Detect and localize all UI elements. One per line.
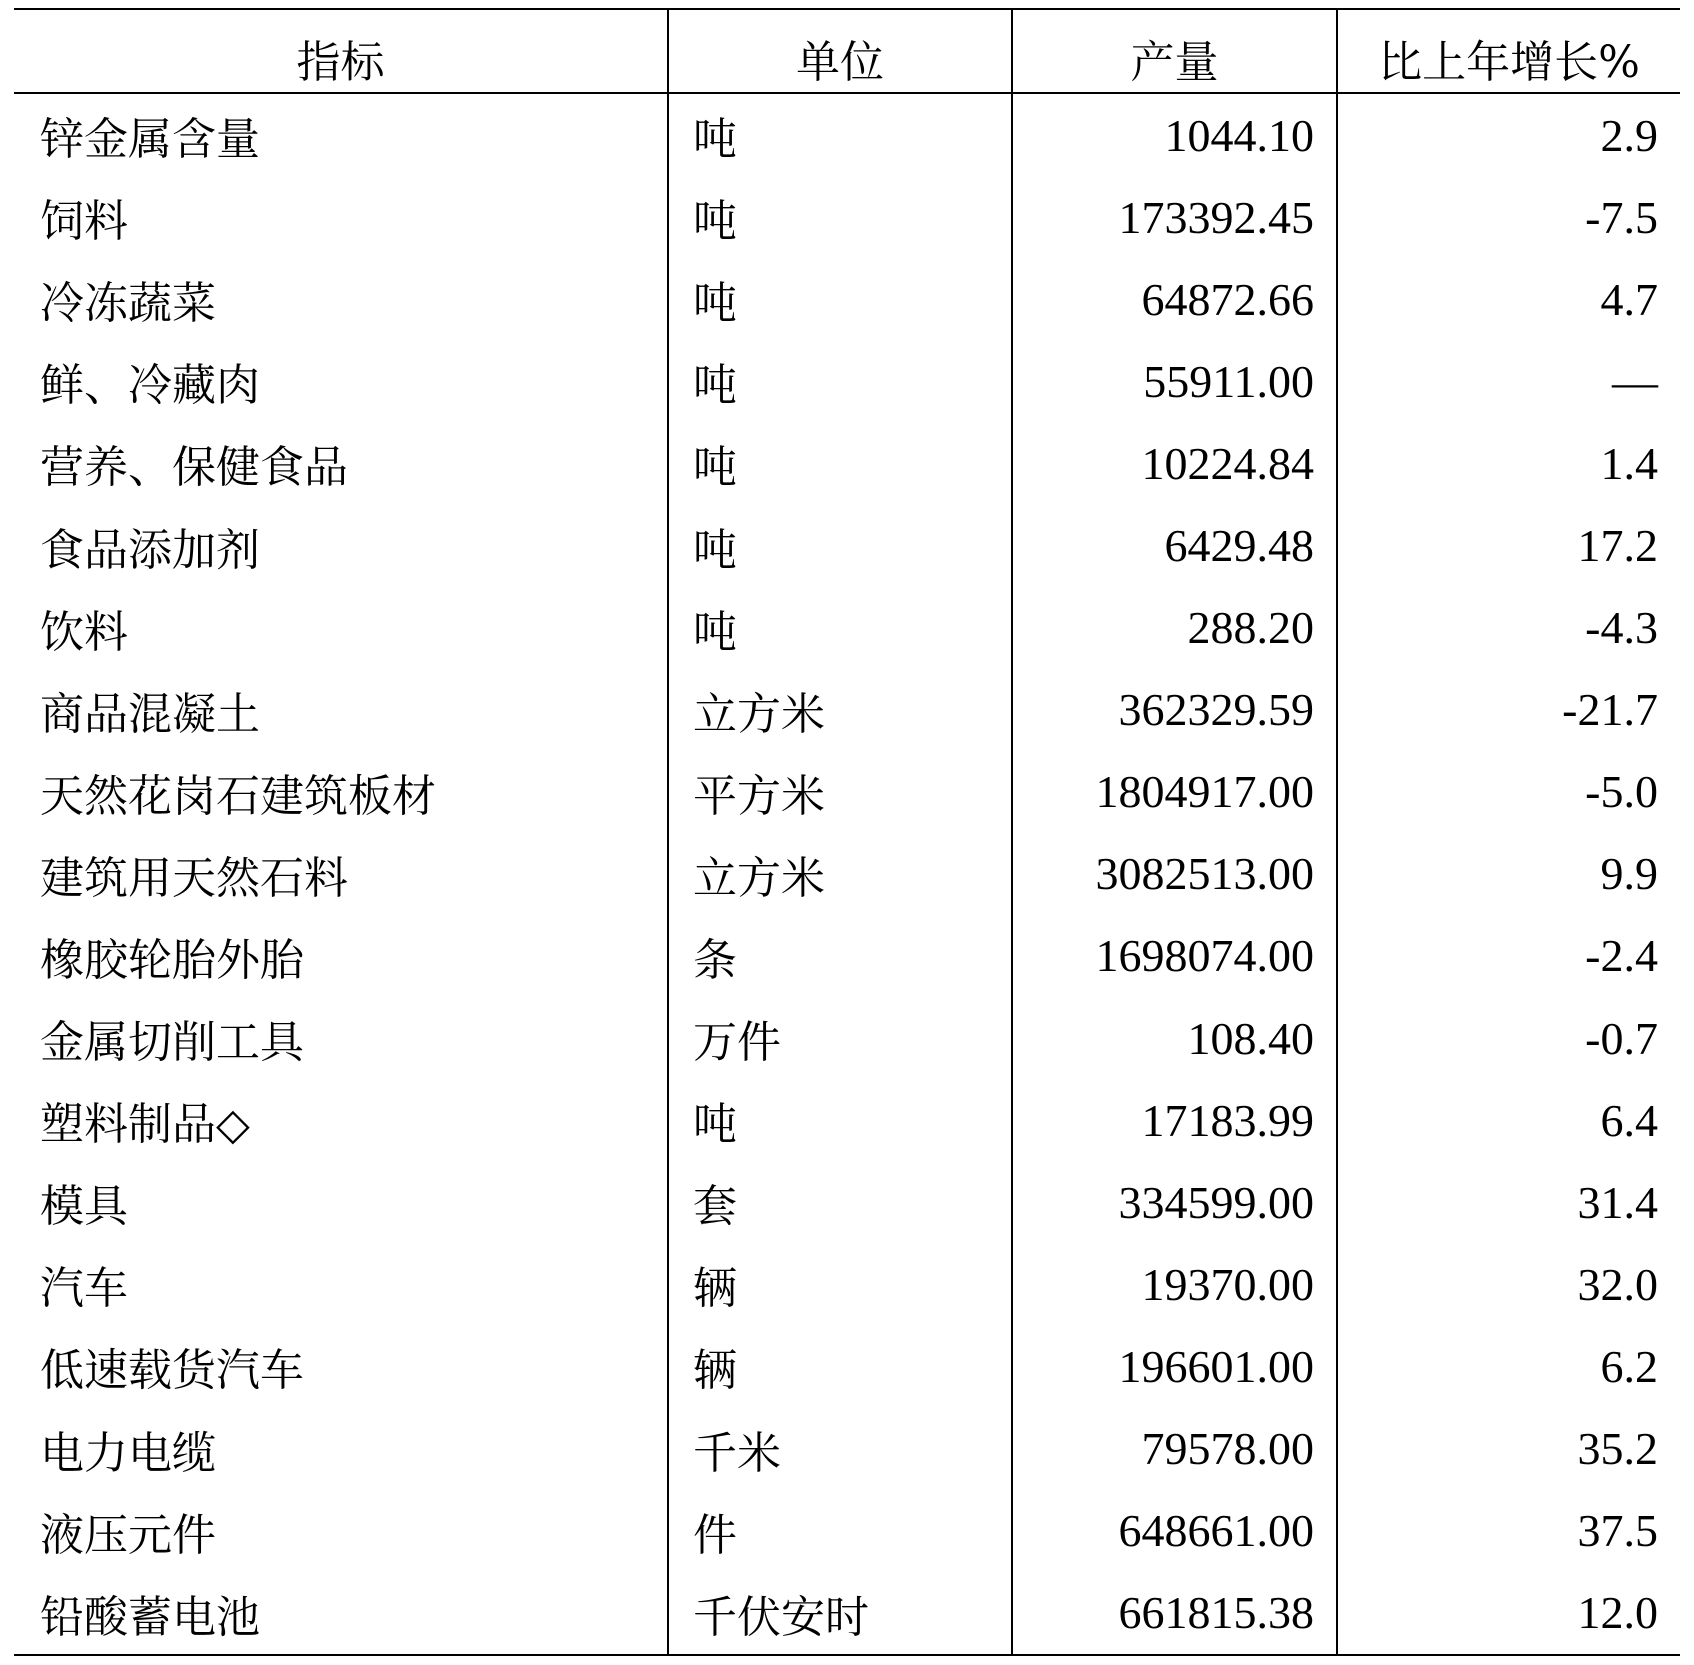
- table-row: [14, 1572, 1680, 1655]
- header-unit: 单位: [668, 9, 1012, 93]
- cell-unit: 吨: [668, 504, 1012, 586]
- cell-unit: 套: [668, 1161, 1012, 1243]
- table-body: [14, 93, 1680, 1655]
- cell-indicator: 低速载货汽车: [40, 1345, 304, 1397]
- table-row: [14, 1325, 1680, 1407]
- cell-growth: -21.7: [1337, 669, 1680, 751]
- table-row: [14, 1161, 1680, 1243]
- cell-indicator: 鲜、冷藏肉: [40, 360, 260, 412]
- cell-output: 1804917.00: [1012, 751, 1337, 833]
- cell-indicator: 冷冻蔬菜: [40, 278, 216, 330]
- table-row: [14, 258, 1680, 340]
- cell-unit: 吨: [668, 258, 1012, 340]
- cell-output: 17183.99: [1012, 1079, 1337, 1161]
- cell-growth: -5.0: [1337, 751, 1680, 833]
- cell-growth: —: [1337, 340, 1680, 422]
- cell-unit: 吨: [668, 422, 1012, 504]
- cell-output: 648661.00: [1012, 1490, 1337, 1572]
- table-row: [14, 340, 1680, 422]
- cell-unit: 立方米: [668, 833, 1012, 915]
- cell-growth: -4.3: [1337, 587, 1680, 669]
- header-growth: 比上年增长%: [1337, 9, 1680, 93]
- cell-output: 10224.84: [1012, 422, 1337, 504]
- table-row: [14, 1079, 1680, 1161]
- cell-growth: 35.2: [1337, 1408, 1680, 1490]
- cell-growth: 17.2: [1337, 504, 1680, 586]
- cell-growth: 12.0: [1337, 1572, 1680, 1655]
- cell-growth: 1.4: [1337, 422, 1680, 504]
- cell-output: 196601.00: [1012, 1325, 1337, 1407]
- cell-indicator: 汽车: [40, 1263, 128, 1315]
- cell-unit: 千伏安时: [668, 1572, 1012, 1655]
- cell-indicator: 电力电缆: [40, 1427, 216, 1479]
- cell-output: 661815.38: [1012, 1572, 1337, 1655]
- table-header: [14, 9, 1680, 93]
- cell-output: 1044.10: [1012, 93, 1337, 176]
- cell-unit: 件: [668, 1490, 1012, 1572]
- table-row: [14, 997, 1680, 1079]
- cell-growth: -2.4: [1337, 915, 1680, 997]
- cell-indicator: 营养、保健食品: [40, 442, 348, 494]
- production-table: [14, 8, 1680, 1656]
- header-indicator: 指标: [14, 9, 668, 93]
- cell-indicator: 锌金属含量: [40, 114, 260, 166]
- cell-unit: 万件: [668, 997, 1012, 1079]
- table-row: [14, 833, 1680, 915]
- cell-growth: 6.2: [1337, 1325, 1680, 1407]
- cell-unit: 立方米: [668, 669, 1012, 751]
- cell-growth: 6.4: [1337, 1079, 1680, 1161]
- cell-output: 6429.48: [1012, 504, 1337, 586]
- table-row: [14, 422, 1680, 504]
- cell-indicator: 建筑用天然石料: [40, 852, 348, 904]
- cell-indicator: 模具: [40, 1181, 128, 1233]
- cell-unit: 辆: [668, 1325, 1012, 1407]
- cell-output: 334599.00: [1012, 1161, 1337, 1243]
- table-row: [14, 1490, 1680, 1572]
- cell-indicator: 橡胶轮胎外胎: [40, 934, 304, 986]
- table-row: [14, 1243, 1680, 1325]
- table-row: [14, 669, 1680, 751]
- cell-unit: 平方米: [668, 751, 1012, 833]
- cell-indicator: 食品添加剂: [40, 524, 260, 576]
- cell-unit: 吨: [668, 587, 1012, 669]
- cell-unit: 条: [668, 915, 1012, 997]
- cell-indicator: 塑料制品◇: [40, 1099, 250, 1151]
- cell-growth: 32.0: [1337, 1243, 1680, 1325]
- header-output: 产量: [1012, 9, 1337, 93]
- cell-unit: 吨: [668, 1079, 1012, 1161]
- cell-growth: 4.7: [1337, 258, 1680, 340]
- header-row: [14, 9, 1680, 93]
- cell-indicator: 饮料: [40, 606, 128, 658]
- cell-output: 362329.59: [1012, 669, 1337, 751]
- cell-output: 173392.45: [1012, 176, 1337, 258]
- table-row: [14, 1408, 1680, 1490]
- cell-unit: 吨: [668, 340, 1012, 422]
- cell-output: 288.20: [1012, 587, 1337, 669]
- cell-growth: 2.9: [1337, 93, 1680, 176]
- table-row: [14, 751, 1680, 833]
- cell-output: 3082513.00: [1012, 833, 1337, 915]
- cell-unit: 吨: [668, 93, 1012, 176]
- cell-indicator: 天然花岗石建筑板材: [40, 770, 436, 822]
- cell-indicator: 饲料: [40, 196, 128, 248]
- cell-indicator: 商品混凝土: [40, 688, 260, 740]
- table-row: [14, 93, 1680, 176]
- cell-output: 79578.00: [1012, 1408, 1337, 1490]
- cell-growth: 37.5: [1337, 1490, 1680, 1572]
- table-row: [14, 176, 1680, 258]
- cell-output: 19370.00: [1012, 1243, 1337, 1325]
- cell-output: 64872.66: [1012, 258, 1337, 340]
- cell-growth: -0.7: [1337, 997, 1680, 1079]
- table-row: [14, 915, 1680, 997]
- cell-output: 55911.00: [1012, 340, 1337, 422]
- cell-growth: 31.4: [1337, 1161, 1680, 1243]
- cell-indicator: 液压元件: [40, 1509, 216, 1561]
- table-row: [14, 504, 1680, 586]
- cell-indicator: 铅酸蓄电池: [14, 1572, 668, 1655]
- cell-output: 108.40: [1012, 997, 1337, 1079]
- cell-unit: 千米: [668, 1408, 1012, 1490]
- cell-indicator: 金属切削工具: [40, 1017, 304, 1069]
- table-row: [14, 587, 1680, 669]
- cell-output: 1698074.00: [1012, 915, 1337, 997]
- cell-unit: 辆: [668, 1243, 1012, 1325]
- cell-growth: -7.5: [1337, 176, 1680, 258]
- cell-growth: 9.9: [1337, 833, 1680, 915]
- cell-unit: 吨: [668, 176, 1012, 258]
